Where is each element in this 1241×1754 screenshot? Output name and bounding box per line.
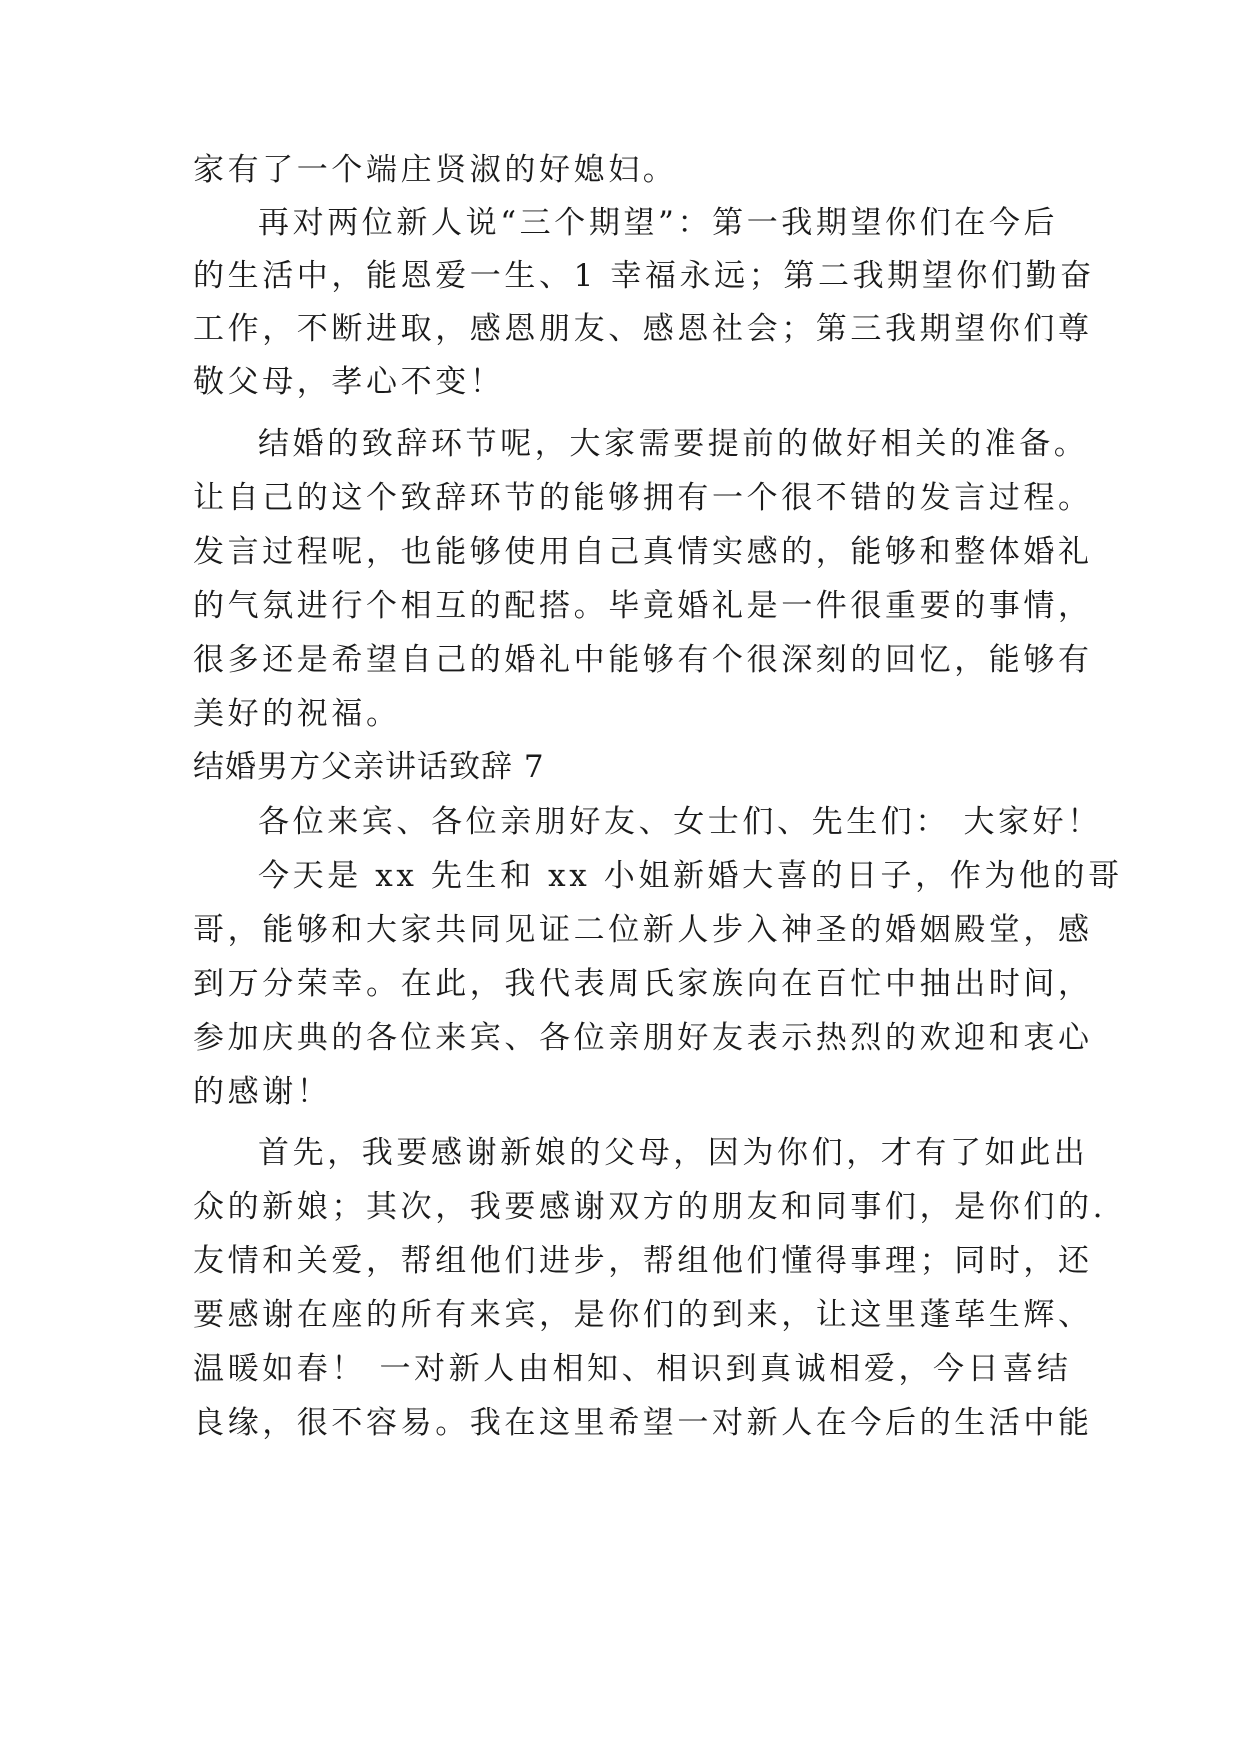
paragraph-first-line: 今天是 xx 先生和 xx 小姐新婚大喜的日子，作为他的哥 [258,858,1123,894]
paragraph-first-line: 各位来宾、各位亲朋好友、女士们、先生们： 大家好！ [258,804,1102,840]
text-line: 到万分荣幸。在此，我代表周氏家族向在百忙中抽出时间， [193,966,1093,1002]
paragraph-first-line: 首先，我要感谢新娘的父母，因为你们，才有了如此出 [258,1135,1089,1171]
text-line: 美好的祝福。 [193,696,401,732]
paragraph-first-line: 结婚的致辞环节呢，大家需要提前的做好相关的准备。 [258,426,1089,462]
text-line: 敬父母，孝心不变！ [193,364,505,400]
text-line: 很多还是希望自己的婚礼中能够有个很深刻的回忆，能够有 [193,642,1093,678]
text-line: 哥，能够和大家共同见证二位新人步入神圣的婚姻殿堂，感 [193,912,1093,948]
text-line: 温暖如春！ 一对新人由相知、相识到真诚相爱，今日喜结 [193,1351,1072,1387]
text-line: 众的新娘；其次，我要感谢双方的朋友和同事们，是你们的. [193,1189,1107,1225]
paragraph-first-line: 再对两位新人说“三个期望”：第一我期望你们在今后 [258,205,1059,241]
text-line: 的生活中，能恩爱一生、1 幸福永远；第二我期望你们勤奋 [193,258,1095,294]
text-line: 工作，不断进取，感恩朋友、感恩社会；第三我期望你们尊 [193,311,1093,347]
text-line: 要感谢在座的所有来宾，是你们的到来，让这里蓬荜生辉、 [193,1297,1093,1333]
text-line: 家有了一个端庄贤淑的好媳妇。 [193,152,678,188]
text-line: 良缘，很不容易。我在这里希望一对新人在今后的生活中能 [193,1405,1093,1441]
text-line: 的气氛进行个相互的配搭。毕竟婚礼是一件很重要的事情， [193,588,1093,624]
text-line: 的感谢！ [193,1074,332,1110]
text-line: 参加庆典的各位来宾、各位亲朋好友表示热烈的欢迎和衷心 [193,1020,1093,1056]
section-heading: 结婚男方父亲讲话致辞 7 [193,749,545,785]
text-line: 友情和关爱，帮组他们进步，帮组他们懂得事理；同时，还 [193,1243,1093,1279]
text-line: 发言过程呢，也能够使用自己真情实感的，能够和整体婚礼 [193,534,1093,570]
text-line: 让自己的这个致辞环节的能够拥有一个很不错的发言过程。 [193,480,1093,516]
